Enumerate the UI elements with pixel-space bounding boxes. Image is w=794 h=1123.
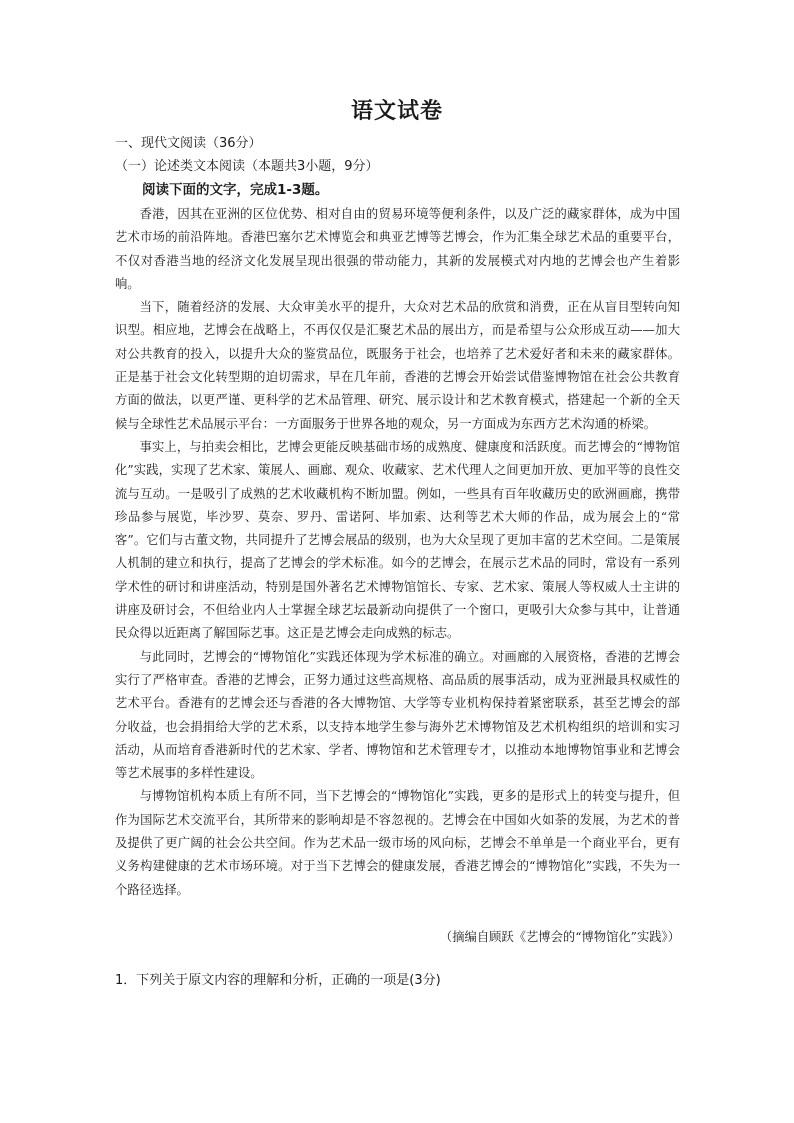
passage-source: （摘编自顾跃《艺博会的“博物馆化”实践》） [439, 930, 680, 944]
subsection-heading: （一）论述类文本阅读（本题共3小题，9分） [115, 159, 379, 174]
paragraph-2: 当下，随着经济的发展、大众审美水平的提升，大众对艺术品的欣赏和消费，正在从盲目型转向知识型。相应地，艺博会在战略上，不再仅仅是汇聚艺术品的展出方，而是希望与公众形成互动——加大对公共教育的投入，以提升大众的鉴赏品位，既服务于社会，也培养了艺术爱好者和未来的藏家群体。正是基于社会文化转型期的迫切需求，早在几年前，香港的艺博会开始尝试借鉴博物馆在社会公共教育方面的做法，以更严谨、更科学的艺术品管理、研究、展示设计和艺术教育模式，搭建起一个新的全天候与全球性艺术品展示平台：一方面服务于世界各地的观众，另一方面成为东西方艺术沟通的桥梁。 [115, 300, 680, 431]
reading-passage [115, 203, 680, 902]
reading-instruction: 阅读下面的文字，完成1-3题。 [142, 182, 329, 198]
page-title: 语文试卷 [350, 98, 443, 124]
paragraph-3: 事实上，与拍卖会相比，艺博会更能反映基础市场的成熟度、健康度和活跃度。而艺博会的“博物馆化”实践，实现了艺术家、策展人、画廊、观众、收藏家、艺术代理人之间更加开放、更加平等的良性交流与互动。一是吸引了成熟的艺术收藏机构不断加盟。例如，一些具有百年收藏历史的欧洲画廊，携带珍品参与展览，毕沙罗、莫奈、罗丹、雷诺阿、毕加索、达利等艺术大师的作品，成为展会上的“常客”。它们与古董文物，共同提升了艺博会展品的级别，也为大众呈现了更加丰富的艺术空间。二是策展人机制的建立和执行，提高了艺博会的学术标准。如今的艺博会，在展示艺术品的同时，常设有一系列学术性的研讨和讲座活动，特别是国外著名艺术博物馆馆长、专家、艺术家、策展人等权威人士主讲的讲座及研讨会，不但给业内人士掌握全球艺坛最新动向提供了一个窗口，更吸引大众参与其中，让普通民众得以近距离了解国际艺事。这正是艺博会走向成熟的标志。 [115, 439, 680, 641]
paragraph-1: 香港，因其在亚洲的区位优势、相对自由的贸易环境等便利条件，以及广泛的藏家群体，成为中国艺术市场的前沿阵地。香港巴塞尔艺术博览会和典亚艺博等艺博会，作为汇集全球艺术品的重要平台，不仅对香港当地的经济文化发展呈现出很强的带动能力，其新的发展模式对内地的艺博会也产生着影响。 [115, 207, 680, 291]
section-heading: 一、现代文阅读（36分） [115, 136, 262, 151]
paragraph-5: 与博物馆机构本质上有所不同，当下艺博会的“博物馆化”实践，更多的是形式上的转变与提升，但作为国际艺术交流平台，其所带来的影响却是不容忽视的。艺博会在中国如火如荼的发展，为艺术的普及提供了更广阔的社会公共空间。作为艺术品一级市场的风向标，艺博会不单单是一个商业平台，更有义务构建健康的艺术市场环境。对于当下艺博会的健康发展，香港艺博会的“博物馆化”实践，不失为一个路径选择。 [115, 789, 680, 897]
question-1: 1．下列关于原文内容的理解和分析，正确的一项是(3分) [115, 973, 441, 988]
paragraph-4: 与此同时，艺博会的“博物馆化”实践还体现为学术标准的确立。对画廊的入展资格，香港的艺博会实行了严格审查。香港的艺博会，正努力通过这些高规格、高品质的展事活动，成为亚洲最具权威性的艺术平台。香港有的艺博会还与香港的各大博物馆、大学等专业机构保持着紧密联系，甚至艺博会的部分收益，也会捐捐给大学的艺术系，以支持本地学生参与海外艺术博物馆及艺术机构组织的培训和实习活动，从而培育香港新时代的艺术家、学者、博物馆和艺术管理专才，以推动本地博物馆事业和艺博会等艺术展事的多样性建设。 [115, 649, 680, 781]
